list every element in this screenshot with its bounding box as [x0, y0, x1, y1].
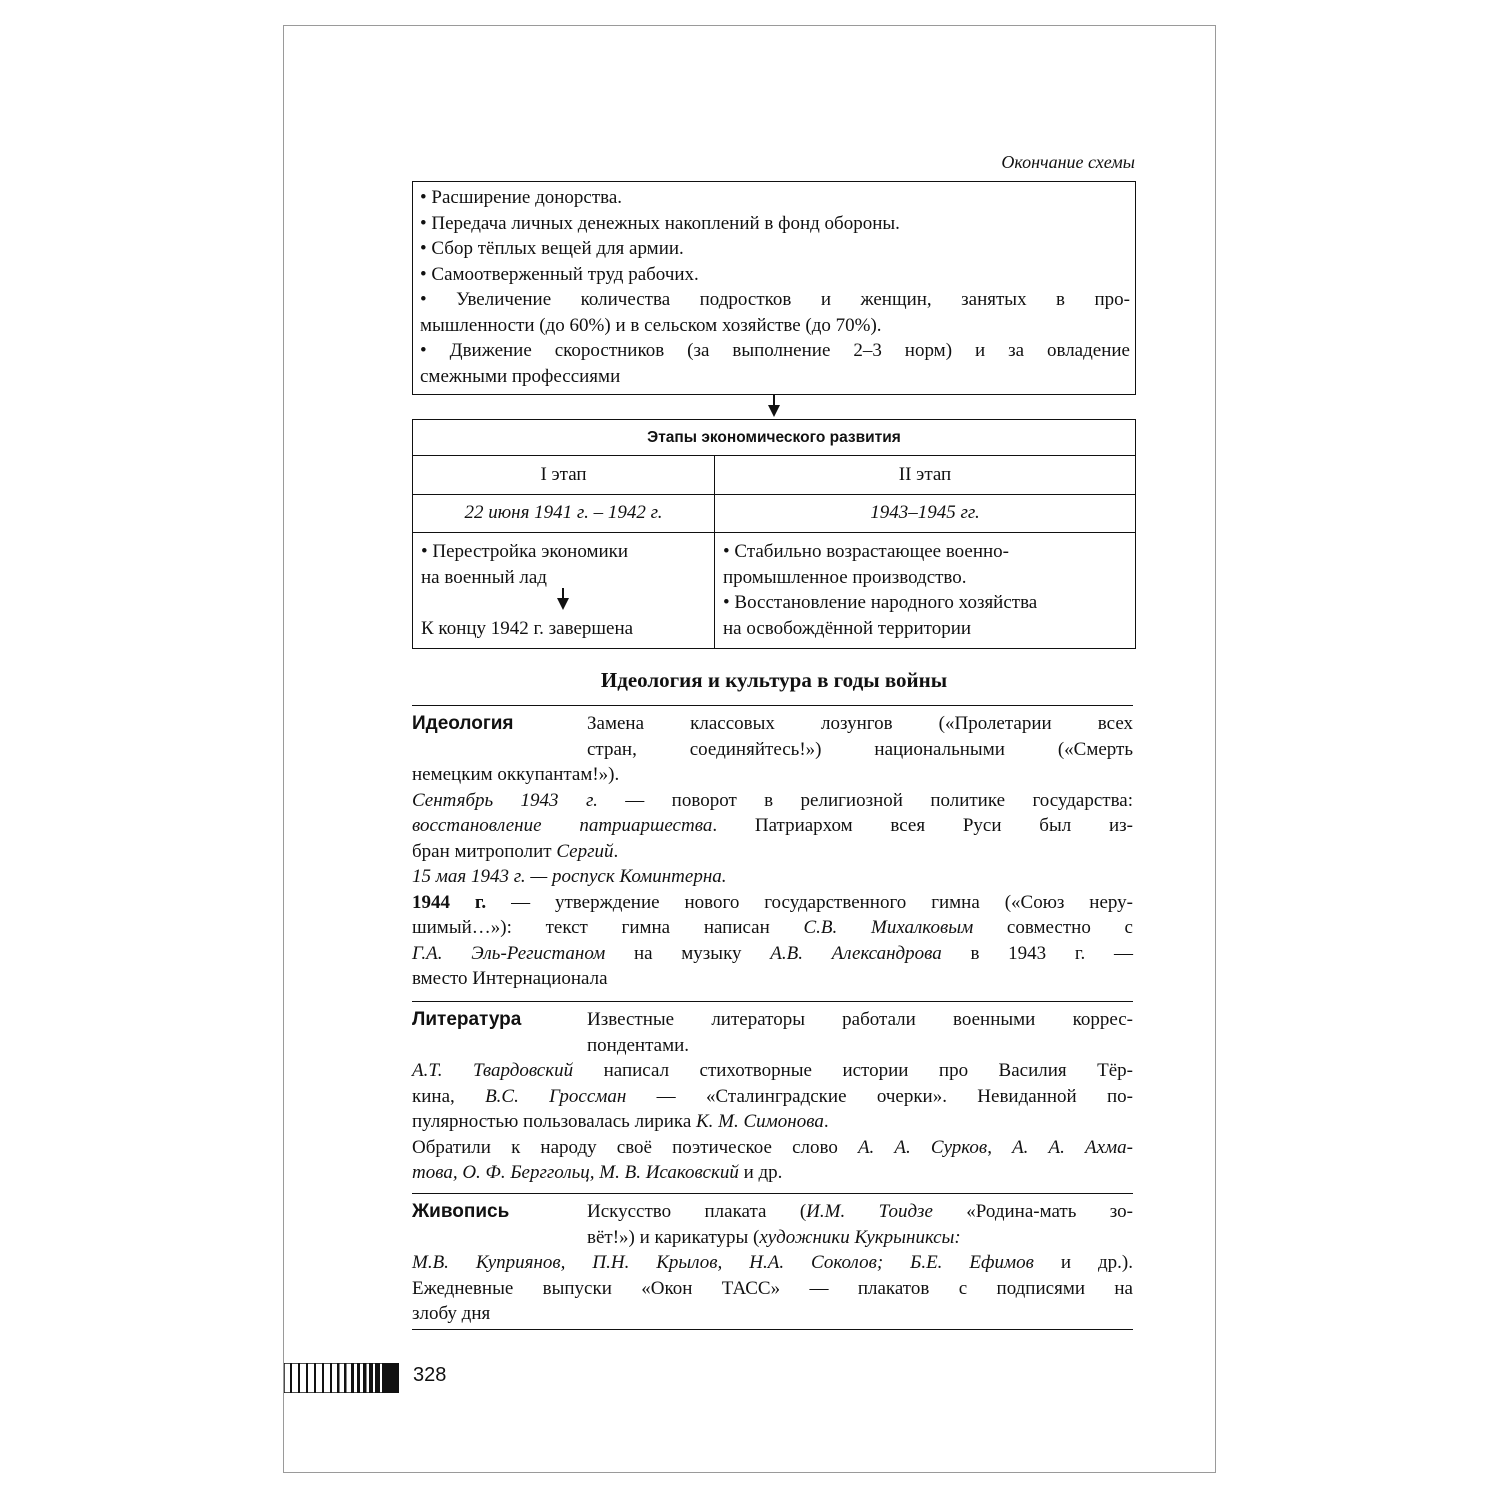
person-names: това, О. Ф. Берггольц, М. В. Исаковский [412, 1162, 739, 1183]
text-fragment: совместно с [973, 917, 1133, 938]
economic-stages-table [412, 419, 1136, 649]
text-line [412, 1084, 1133, 1110]
text-line [412, 839, 1133, 865]
text-fragment: бран митрополит [412, 840, 557, 862]
stage2-content [723, 539, 1133, 641]
text-fragment: — «Сталинградские очерки». Невиданной по- [626, 1085, 1133, 1107]
ideology-label: Идеология [412, 713, 514, 734]
literature-label: Литература [412, 1009, 522, 1030]
person-name: А.Т. Твардовский [412, 1060, 574, 1081]
stage1-content [421, 539, 713, 590]
text-line [412, 941, 1133, 967]
text-fragment: написал стихотворные истории про Василия Тёр- [573, 1060, 1134, 1081]
text-line: 15 мая 1943 г. — роспуск Коминтерна. [412, 866, 727, 887]
stage2-text-line: • Восстановление народного хозяйства [723, 592, 1038, 613]
text-line [412, 1109, 1133, 1135]
support-measures-box [412, 181, 1136, 395]
arrow-down-icon [768, 405, 780, 417]
text-fragment: — утверждение нового государственного гимна («Союз неру- [486, 891, 1133, 913]
person-name: И.М. Тоидзе [806, 1201, 933, 1222]
text-line [412, 1058, 1133, 1084]
section-rule [412, 1329, 1133, 1330]
text-fragment: вёт!») и карикатуры ( [587, 1226, 760, 1248]
text-fragment: . [613, 840, 619, 862]
text-fragment: Искусство плаката ( [587, 1201, 807, 1222]
footer-barcode-decoration [284, 1363, 399, 1393]
bullet-line: • Передача личных денежных накоплений в фонд обороны. [420, 212, 900, 234]
text-fragment: . [823, 1111, 829, 1132]
text-fragment: , [987, 1136, 1013, 1158]
person-name: А. А. Сурков [857, 1136, 988, 1158]
stage1-result: К концу 1942 г. завершена [421, 618, 634, 639]
bullet-line: смежными профессиями [420, 365, 621, 387]
stage1-text-line: • Перестройка экономики [421, 541, 629, 562]
painting-section [412, 1199, 1133, 1327]
scheme-ending-caption: Окончание схемы [1001, 152, 1135, 172]
stage2-dates: 1943–1945 гг. [870, 502, 980, 523]
emphasis-text: художники Кукрыниксы: [759, 1226, 961, 1248]
text-fragment: Обратили к народу своё поэтическое слово [412, 1136, 858, 1158]
text-line: немецким оккупантам!»). [412, 764, 620, 785]
text-line: Замена классовых лозунгов («Пролетарии всех [587, 713, 1133, 734]
painting-label: Живопись [412, 1201, 510, 1222]
bullet-line: • Сбор тёплых вещей для армии. [420, 238, 684, 259]
text-line [412, 1250, 1133, 1276]
section-rule [412, 1001, 1133, 1002]
person-name: Г.А. Эль-Регистаном [412, 942, 606, 964]
text-fragment: и др.). [1033, 1252, 1133, 1273]
emphasis-text: восстановление патриаршества [412, 815, 713, 836]
person-name: А.В. Александрова [770, 942, 942, 964]
text-line: Известные литераторы работали военными коррес- [587, 1009, 1133, 1030]
stage2-text-line: • Стабильно возрастающее военно- [723, 541, 1009, 562]
bullet-line: • Расширение донорства. [420, 187, 623, 208]
stage1-dates: 22 июня 1941 г. – 1942 г. [464, 502, 663, 523]
text-fragment: пулярностью пользовалась лирика [412, 1111, 697, 1132]
text-line: злобу дня [412, 1303, 491, 1324]
text-fragment: кина, [412, 1085, 486, 1107]
text-line [412, 788, 1133, 814]
text-fragment: . Патриархом всея Руси был из- [712, 815, 1133, 836]
section-rule [412, 1193, 1133, 1194]
text-fragment: на музыку [605, 942, 771, 964]
text-fragment: и др. [738, 1162, 783, 1183]
bullet-line: • Увеличение количества подростков и женщин, занятых в про- [420, 289, 1130, 310]
text-line [587, 1199, 1133, 1225]
text-line: Ежедневные выпуски «Окон ТАСС» — плакатов с подписями на [412, 1277, 1133, 1299]
stages-table-header: Этапы экономического развития [647, 429, 901, 446]
text-line [412, 813, 1133, 839]
text-line [412, 890, 1133, 916]
section-title: Идеология и культура в годы войны [600, 668, 948, 692]
text-fragment: в 1943 г. — [941, 942, 1133, 964]
person-name: К. М. Симонова [696, 1111, 824, 1132]
text-fragment: «Родина-мать зо- [932, 1201, 1133, 1222]
stage2-label: II этап [898, 464, 952, 485]
person-names: М.В. Куприянов, П.Н. Крылов, Н.А. Соколов; Б.Е. Ефимов [412, 1252, 1034, 1273]
section-rule [412, 705, 1133, 706]
bullet-line: • Самоотверженный труд рабочих. [420, 263, 699, 285]
literature-section [412, 1007, 1133, 1186]
stage2-text-line: промышленное производство. [723, 566, 967, 588]
year-text: 1944 г. [412, 891, 487, 913]
stage1-arrow-line [562, 588, 564, 598]
table-divider [413, 494, 1135, 495]
bullet-line: мышленности (до 60%) и в сельском хозяйстве (до 70%). [420, 314, 882, 336]
person-name: С.В. Михалковым [803, 917, 974, 938]
person-name: Сергий [556, 840, 614, 862]
ideology-section [412, 711, 1133, 992]
text-line: стран, соединяйтесь!») национальными («Смерть [587, 738, 1133, 760]
stage1-label: I этап [540, 464, 587, 485]
text-line: вместо Интернационала [412, 968, 608, 989]
bullet-line: • Движение скоростников (за выполнение 2–3 норм) и за овладение [420, 340, 1130, 361]
text-fragment: шимый…»): текст гимна написан [412, 917, 804, 938]
page-number: 328 [413, 1364, 447, 1386]
arrow-down-icon [557, 598, 569, 610]
text-line [587, 1225, 1133, 1251]
person-name: В.С. Гроссман [485, 1085, 627, 1107]
person-name: А. А. Ахма- [1012, 1136, 1134, 1158]
table-divider [413, 455, 1135, 456]
text-line: пондентами. [587, 1034, 690, 1056]
table-divider [413, 532, 1135, 533]
text-line [412, 915, 1133, 941]
date-text: Сентябрь 1943 г. [412, 789, 598, 811]
text-fragment: — поворот в религиозной политике государства: [597, 789, 1133, 811]
text-line [412, 1135, 1133, 1161]
text-line [412, 1160, 1133, 1186]
stage2-text-line: на освобождённой территории [723, 617, 972, 639]
stage1-text-line: на военный лад [421, 566, 547, 588]
